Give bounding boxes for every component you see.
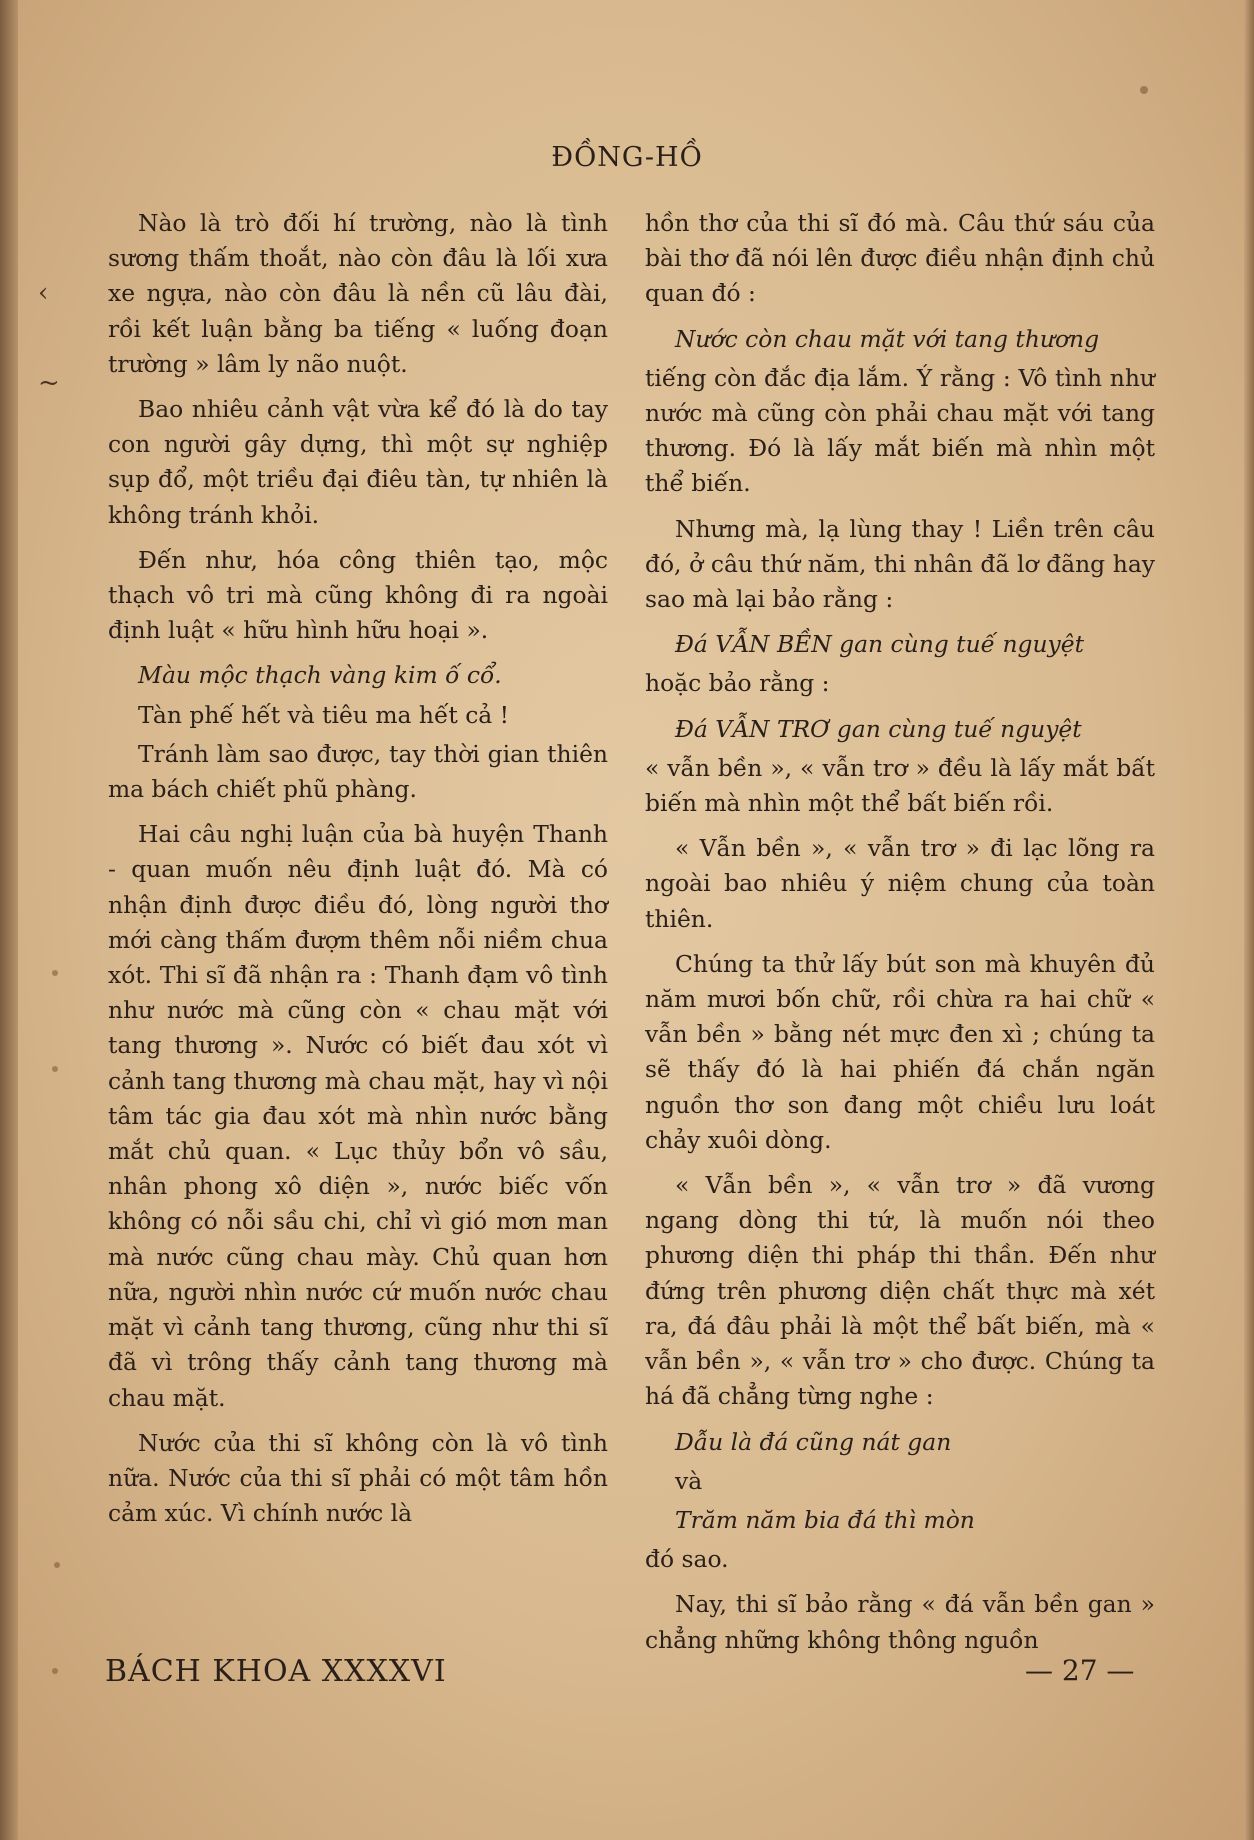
paragraph: Nước của thi sĩ không còn là vô tình nữa. Nước của thi sĩ phải có một tâm hồn cảm xúc. Vì chính nước là: [108, 1428, 608, 1528]
verse-line: Tàn phế hết và tiêu ma hết cả !: [138, 700, 510, 729]
binding-mark: ‹: [38, 278, 49, 308]
paragraph: Nay, thi sĩ bảo rằng « đá vẫn bền gan » chẳng những không thông nguồn: [645, 1590, 1155, 1654]
running-head: ĐỒNG-HỒ: [551, 142, 703, 173]
paragraph: « Vẫn bền », « vẫn trơ » đi lạc lõng ra ngoài bao nhiêu ý niệm chung của toàn thiên.: [645, 834, 1155, 933]
page-number: — 27 —: [1025, 1654, 1135, 1687]
verse-line: Đá VẪN BỀN gan cùng tuế nguyệt: [675, 630, 1085, 659]
paragraph: « vẫn bền », « vẫn trơ » đều là lấy mắt bất biến mà nhìn một thể bất biến rồi.: [645, 753, 1155, 818]
verse-line: Màu mộc thạch vàng kim ố cổ.: [138, 661, 502, 690]
paragraph: đó sao.: [645, 1545, 729, 1574]
binding-mark: ~: [38, 368, 60, 398]
paragraph: tiếng còn đắc địa lắm. Ý rằng : Vô tình như nước mà cũng còn phải chau mặt với tang thương. Đó là lấy mắt biến mà nhìn một thể biến.: [645, 363, 1155, 498]
paragraph: Nhưng mà, lạ lùng thay ! Liền trên câu đó, ở câu thứ năm, thi nhân đã lơ đãng hay sao mà lại bảo rằng :: [645, 514, 1155, 614]
ink-spot: [52, 1066, 58, 1072]
ink-spot: [1140, 86, 1148, 94]
page-edge-right: [1244, 0, 1254, 1840]
ink-spot: [52, 1668, 58, 1674]
magazine-name: BÁCH KHOA XXXXVI: [105, 1654, 447, 1689]
paragraph: Chúng ta thử lấy bút son mà khuyên đủ năm mươi bốn chữ, rồi chừa ra hai chữ « vẫn bền » bằng nét mực đen xì ; chúng ta sẽ thấy đó là hai phiến đá chắn ngăn nguồn thơ son đang một chiều lưu loát chảy xuôi dòng.: [645, 949, 1155, 1154]
verse-line: Nước còn chau mặt với tang thương: [675, 324, 1100, 353]
verse-line: và: [675, 1466, 703, 1495]
paragraph: Bao nhiêu cảnh vật vừa kể đó là do tay con người gây dựng, thì một sự nghiệp sụp đổ, một triều đại điêu tàn, tự nhiên là không tránh khỏi.: [108, 395, 608, 529]
paragraph: « Vẫn bền », « vẫn trơ » đã vương ngang dòng thi tứ, là muốn nói theo phương diện thi pháp thi thần. Đến như đứng trên phương diện chất thực mà xét ra, đá đâu phải là một thể bất biến, mà « vẫn bền », « vẫn trơ » cho được. Chúng ta há đã chẳng từng nghe :: [645, 1171, 1155, 1411]
paragraph: Hai câu nghị luận của bà huyện Thanh - quan muốn nêu định luật đó. Mà có nhận định được điều đó, lòng người thơ mới càng thấm đượm thêm nỗi niềm chua xót. Thi sĩ đã nhận ra : Thanh đạm vô tình như nước mà cũng còn « chau mặt với tang thương ». Nước có biết đau xót vì cảnh tang thương mà chau mặt, hay vì nội tâm tác gia đau xót mà nhìn nước bằng mắt chủ quan. « Lục thủy bổn vô sầu, nhân phong xô diện », nước biếc vốn không có nỗi sầu chi, chỉ vì gió mơn man mà nước cũng chau mày. Chủ quan hơn nữa, người nhìn nước cứ muốn nước chau mặt vì cảnh tang thương, cũng như thi sĩ đã vì trông thấy cảnh tang thương mà chau mặt.: [108, 820, 608, 1412]
ink-spot: [52, 970, 58, 976]
ink-spot: [54, 1562, 60, 1568]
verse-line: Dẫu là đá cũng nát gan: [675, 1427, 952, 1456]
verse-line: Trăm năm bia đá thì mòn: [675, 1505, 975, 1534]
paragraph: Đến như, hóa công thiên tạo, mộc thạch vô tri mà cũng không đi ra ngoài định luật « hữu hình hữu hoại ».: [108, 545, 608, 645]
right-text-column: [645, 206, 1155, 1668]
left-text-column: [108, 206, 608, 1541]
paragraph: Nào là trò đối hí trường, nào là tình sương thấm thoắt, nào còn đâu là lối xưa xe ngựa, nào còn đâu là nền cũ lâu đài, rồi kết luận bằng ba tiếng « luống đoạn trường » lâm ly não nuột.: [108, 209, 608, 378]
paragraph: hồn thơ của thi sĩ đó mà. Câu thứ sáu của bài thơ đã nói lên được điều nhận định chủ quan đó :: [645, 209, 1155, 308]
verse-line: Đá VẪN TRƠ gan cùng tuế nguyệt: [675, 714, 1082, 743]
paragraph: hoặc bảo rằng :: [645, 669, 830, 698]
paragraph: Tránh làm sao được, tay thời gian thiên ma bách chiết phũ phàng.: [108, 739, 608, 804]
page-edge-left: [0, 0, 18, 1840]
